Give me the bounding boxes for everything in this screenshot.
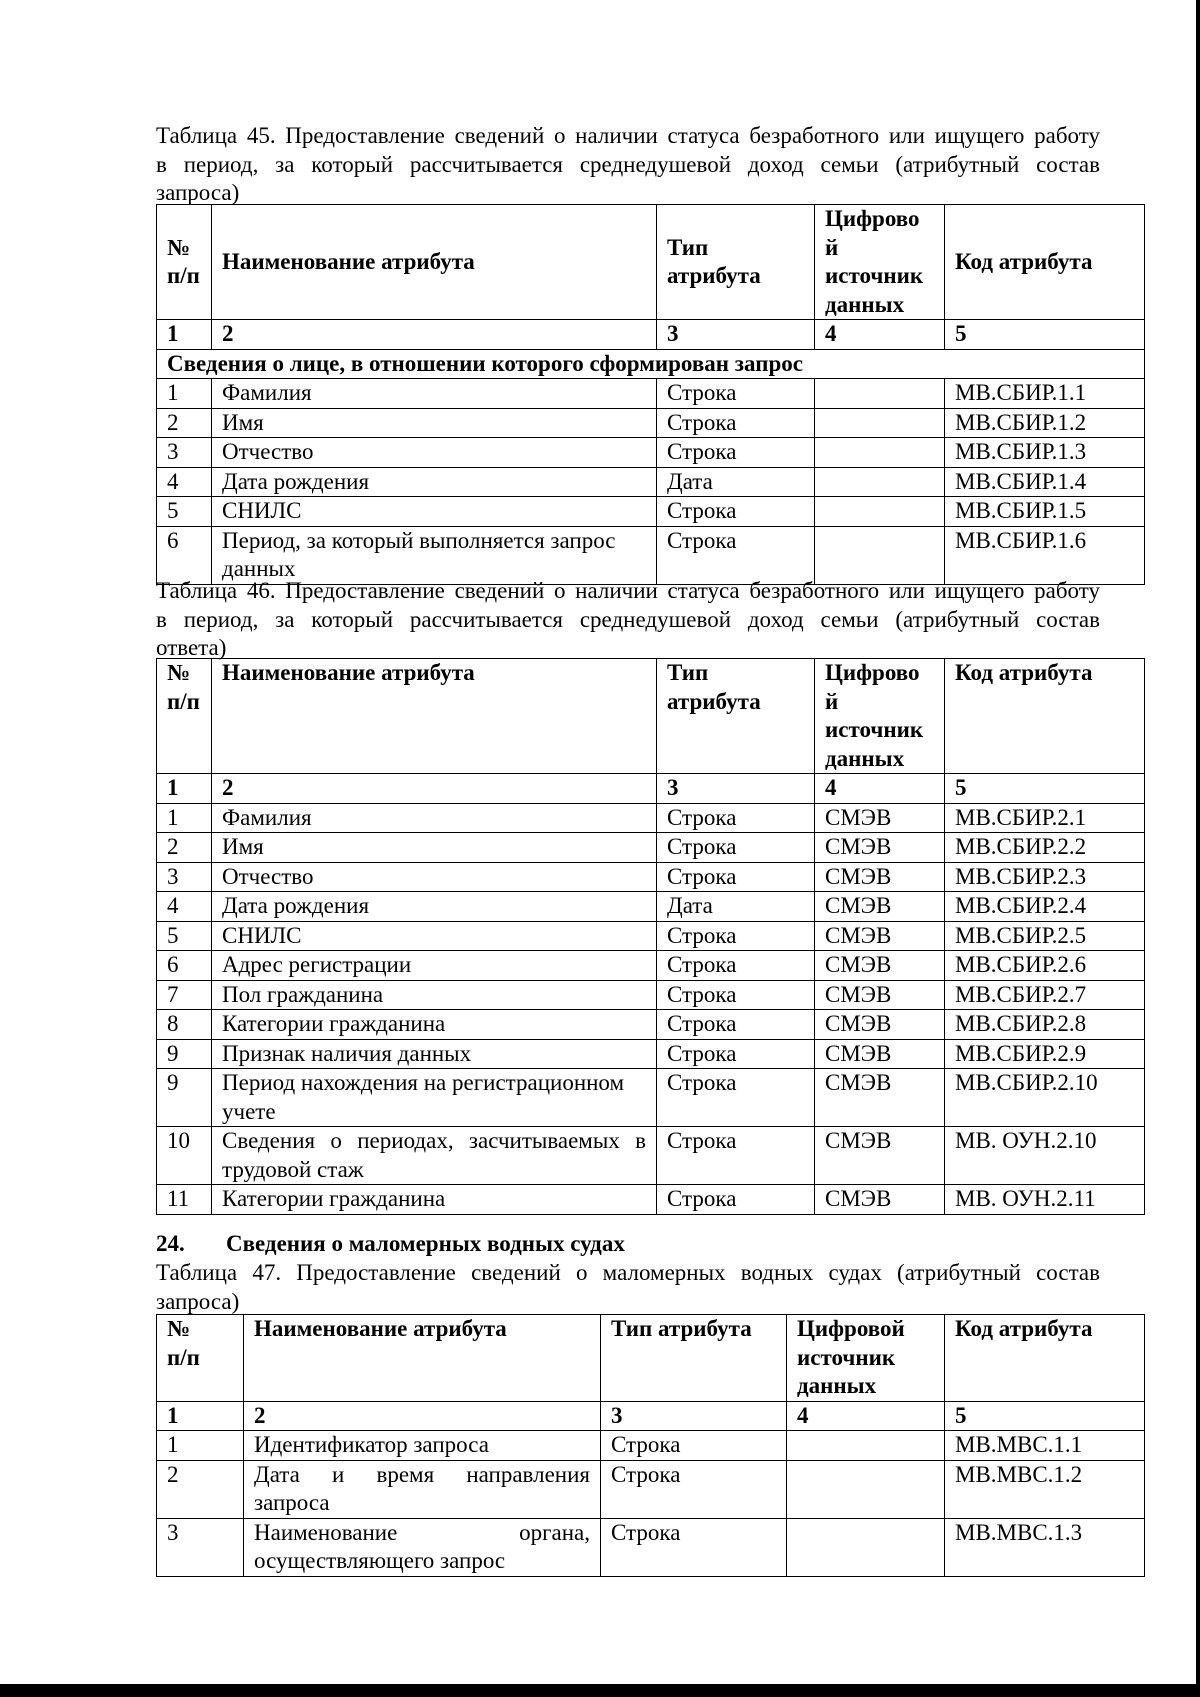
table46-header-row bbox=[157, 659, 1145, 774]
cell-source: СМЭВ bbox=[815, 833, 945, 863]
table46-header-code: Код атрибута bbox=[945, 659, 1145, 774]
cell-num: 3 bbox=[157, 862, 212, 892]
cell-source: СМЭВ bbox=[815, 1010, 945, 1040]
cell-name: Имя bbox=[212, 833, 657, 863]
cell-source bbox=[787, 1460, 945, 1518]
cell-num: 8 bbox=[157, 1010, 212, 1040]
cell-num: 6 bbox=[157, 526, 212, 584]
cell-source: СМЭВ bbox=[815, 951, 945, 981]
cell-type: Строка bbox=[657, 526, 815, 584]
table-row bbox=[157, 438, 1145, 468]
table-row bbox=[157, 1010, 1145, 1040]
table45 bbox=[156, 204, 1145, 585]
cell-type: Строка bbox=[657, 1127, 815, 1185]
cell-code: МВ.СБИР.2.3 bbox=[945, 862, 1145, 892]
cell-num: 3 bbox=[157, 1518, 244, 1576]
cell-num: 1 bbox=[157, 379, 212, 409]
cell-source bbox=[815, 438, 945, 468]
cell-code: МВ.МВС.1.2 bbox=[945, 1460, 1145, 1518]
cell-num: 1 bbox=[157, 803, 212, 833]
cell-name: Имя bbox=[212, 408, 657, 438]
cell-name: Категории гражданина bbox=[212, 1185, 657, 1215]
cell-source: СМЭВ bbox=[815, 1127, 945, 1185]
cell-name: Сведения о периодах, засчитываемых в трудовой стаж bbox=[212, 1127, 657, 1185]
cell-type: Строка bbox=[657, 921, 815, 951]
cell-code: МВ.СБИР.1.1 bbox=[945, 379, 1145, 409]
table-row bbox=[157, 892, 1145, 922]
cell-code: МВ.СБИР.2.9 bbox=[945, 1039, 1145, 1069]
cell-code: МВ.СБИР.2.5 bbox=[945, 921, 1145, 951]
table-row bbox=[157, 467, 1145, 497]
cell-code: МВ.СБИР.1.6 bbox=[945, 526, 1145, 584]
cell-num: 3 bbox=[157, 438, 212, 468]
cell-type: Строка bbox=[657, 951, 815, 981]
cell-name: Отчество bbox=[212, 438, 657, 468]
table47-header-num: № п/п bbox=[157, 1315, 244, 1402]
table46-header-num: № п/п bbox=[157, 659, 212, 774]
cell-source: СМЭВ bbox=[815, 1185, 945, 1215]
cell-code: МВ. ОУН.2.11 bbox=[945, 1185, 1145, 1215]
table46-header-name: Наименование атрибута bbox=[212, 659, 657, 774]
table46-body bbox=[157, 803, 1145, 1214]
cell-type: Строка bbox=[601, 1460, 787, 1518]
table-row bbox=[157, 1185, 1145, 1215]
table46 bbox=[156, 658, 1145, 1215]
table-row bbox=[157, 862, 1145, 892]
table-row bbox=[157, 833, 1145, 863]
cell-name: Фамилия bbox=[212, 803, 657, 833]
cell-name: Период нахождения на регистрационном учете bbox=[212, 1069, 657, 1127]
cell-type: Строка bbox=[657, 1039, 815, 1069]
cell-name: Адрес регистрации bbox=[212, 951, 657, 981]
cell-source: СМЭВ bbox=[815, 862, 945, 892]
cell-name: Дата рождения bbox=[212, 467, 657, 497]
cell-type: Строка bbox=[657, 408, 815, 438]
table47-header-row bbox=[157, 1315, 1145, 1402]
table45-body bbox=[157, 379, 1145, 585]
table45-header-row bbox=[157, 205, 1145, 320]
table46-header-source: Цифрово й источник данных bbox=[815, 659, 945, 774]
cell-source bbox=[815, 467, 945, 497]
section-24-heading: 24. Сведения о маломерных водных судах bbox=[156, 1231, 625, 1256]
cell-type: Строка bbox=[601, 1518, 787, 1576]
table45-header-type: Тип атрибута bbox=[657, 205, 815, 320]
cell-code: МВ.СБИР.2.7 bbox=[945, 980, 1145, 1010]
table47-body bbox=[157, 1431, 1145, 1577]
cell-type: Строка bbox=[657, 1010, 815, 1040]
table45-header-source: Цифрово й источник данных bbox=[815, 205, 945, 320]
cell-name: Пол гражданина bbox=[212, 980, 657, 1010]
cell-type: Строка bbox=[657, 862, 815, 892]
table-row bbox=[157, 1460, 1145, 1518]
table45-header-code: Код атрибута bbox=[945, 205, 1145, 320]
table-row bbox=[157, 526, 1145, 584]
cell-name: Признак наличия данных bbox=[212, 1039, 657, 1069]
table-row bbox=[157, 1518, 1145, 1576]
cell-source: СМЭВ bbox=[815, 980, 945, 1010]
cell-name: СНИЛС bbox=[212, 921, 657, 951]
cell-num: 2 bbox=[157, 1460, 244, 1518]
cell-num: 6 bbox=[157, 951, 212, 981]
table47-header-name: Наименование атрибута bbox=[244, 1315, 601, 1402]
cell-type: Строка bbox=[657, 833, 815, 863]
table45-colnum-row: 1 2 3 4 5 bbox=[157, 320, 1145, 350]
table47-header-type: Тип атрибута bbox=[601, 1315, 787, 1402]
cell-code: МВ.МВС.1.1 bbox=[945, 1431, 1145, 1461]
cell-type: Строка bbox=[657, 1069, 815, 1127]
cell-type: Строка bbox=[657, 497, 815, 527]
cell-source bbox=[815, 408, 945, 438]
table47-colnum-row: 1 2 3 4 5 bbox=[157, 1401, 1145, 1431]
cell-type: Строка bbox=[601, 1431, 787, 1461]
scan-edge-right bbox=[1196, 0, 1200, 1697]
cell-source bbox=[815, 497, 945, 527]
cell-num: 7 bbox=[157, 980, 212, 1010]
cell-type: Строка bbox=[657, 803, 815, 833]
cell-source: СМЭВ bbox=[815, 803, 945, 833]
cell-code: МВ.МВС.1.3 bbox=[945, 1518, 1145, 1576]
cell-num: 11 bbox=[157, 1185, 212, 1215]
table-row bbox=[157, 1431, 1145, 1461]
cell-name: Дата рождения bbox=[212, 892, 657, 922]
table47-header-code: Код атрибута bbox=[945, 1315, 1145, 1402]
cell-source bbox=[787, 1431, 945, 1461]
cell-num: 4 bbox=[157, 892, 212, 922]
table45-header-name: Наименование атрибута bbox=[212, 205, 657, 320]
cell-type: Дата bbox=[657, 467, 815, 497]
table-row bbox=[157, 980, 1145, 1010]
cell-code: МВ.СБИР.2.1 bbox=[945, 803, 1145, 833]
table45-section-row bbox=[157, 349, 1145, 379]
cell-name: Отчество bbox=[212, 862, 657, 892]
cell-code: МВ.СБИР.1.4 bbox=[945, 467, 1145, 497]
cell-code: МВ.СБИР.2.10 bbox=[945, 1069, 1145, 1127]
table45-header-num: № п/п bbox=[157, 205, 212, 320]
cell-code: МВ. ОУН.2.10 bbox=[945, 1127, 1145, 1185]
cell-name: СНИЛС bbox=[212, 497, 657, 527]
cell-type: Строка bbox=[657, 379, 815, 409]
cell-code: МВ.СБИР.1.2 bbox=[945, 408, 1145, 438]
cell-name: Период, за который выполняется запрос данных bbox=[212, 526, 657, 584]
cell-code: МВ.СБИР.2.8 bbox=[945, 1010, 1145, 1040]
table-row bbox=[157, 1039, 1145, 1069]
cell-code: МВ.СБИР.2.2 bbox=[945, 833, 1145, 863]
table-row bbox=[157, 1069, 1145, 1127]
cell-name: Дата и время направления запроса bbox=[244, 1460, 601, 1518]
cell-source bbox=[787, 1518, 945, 1576]
table-row bbox=[157, 803, 1145, 833]
cell-num: 9 bbox=[157, 1039, 212, 1069]
cell-source: СМЭВ bbox=[815, 1039, 945, 1069]
table-row bbox=[157, 1127, 1145, 1185]
cell-num: 5 bbox=[157, 921, 212, 951]
cell-num: 1 bbox=[157, 1431, 244, 1461]
cell-code: МВ.СБИР.1.5 bbox=[945, 497, 1145, 527]
cell-source: СМЭВ bbox=[815, 921, 945, 951]
cell-name: Идентификатор запроса bbox=[244, 1431, 601, 1461]
cell-type: Строка bbox=[657, 1185, 815, 1215]
table47-caption: Таблица 47. Предоставление сведений о маломерных водных судах (атрибутный состав запроса) bbox=[156, 1260, 1100, 1314]
table-row bbox=[157, 408, 1145, 438]
table45-caption: Таблица 45. Предоставление сведений о наличии статуса безработного или ищущего работу в период, за который рассчитывается среднедушевой доход семьи (атрибутный состав запроса) bbox=[156, 123, 1100, 205]
cell-type: Строка bbox=[657, 438, 815, 468]
cell-name: Категории гражданина bbox=[212, 1010, 657, 1040]
table45-section-title: Сведения о лице, в отношении которого сформирован запрос bbox=[157, 349, 1145, 379]
cell-num: 10 bbox=[157, 1127, 212, 1185]
table46-colnum-row: 1 2 3 4 5 bbox=[157, 774, 1145, 804]
cell-source: СМЭВ bbox=[815, 1069, 945, 1127]
cell-num: 5 bbox=[157, 497, 212, 527]
cell-source bbox=[815, 526, 945, 584]
cell-num: 9 bbox=[157, 1069, 212, 1127]
cell-source bbox=[815, 379, 945, 409]
table-row bbox=[157, 921, 1145, 951]
cell-source: СМЭВ bbox=[815, 892, 945, 922]
table47 bbox=[156, 1314, 1145, 1577]
cell-code: МВ.СБИР.2.6 bbox=[945, 951, 1145, 981]
cell-num: 2 bbox=[157, 408, 212, 438]
cell-name: Фамилия bbox=[212, 379, 657, 409]
table46-header-type: Тип атрибута bbox=[657, 659, 815, 774]
table-row bbox=[157, 497, 1145, 527]
cell-num: 4 bbox=[157, 467, 212, 497]
scan-edge-bottom bbox=[0, 1684, 1200, 1697]
cell-code: МВ.СБИР.1.3 bbox=[945, 438, 1145, 468]
cell-type: Строка bbox=[657, 980, 815, 1010]
cell-name: Наименование органа, осуществляющего запрос bbox=[244, 1518, 601, 1576]
table46-caption: Таблица 46. Предоставление сведений о наличии статуса безработного или ищущего работу в период, за который рассчитывается среднедушевой доход семьи (атрибутный состав ответа) bbox=[156, 578, 1100, 660]
cell-code: МВ.СБИР.2.4 bbox=[945, 892, 1145, 922]
table-row bbox=[157, 951, 1145, 981]
table-row bbox=[157, 379, 1145, 409]
cell-type: Дата bbox=[657, 892, 815, 922]
table47-header-source: Цифровой источник данных bbox=[787, 1315, 945, 1402]
cell-num: 2 bbox=[157, 833, 212, 863]
